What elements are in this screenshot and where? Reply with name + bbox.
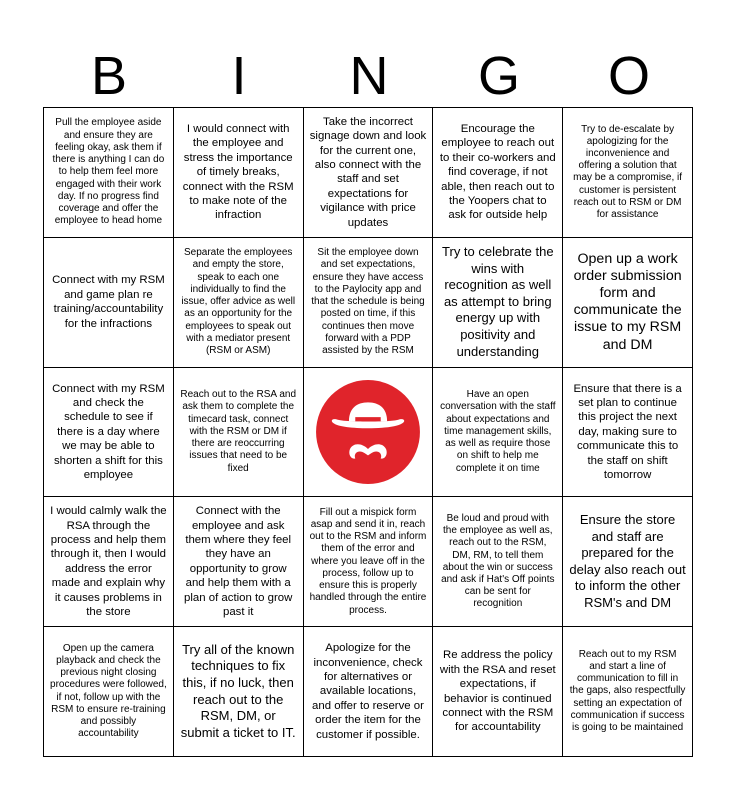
cell-text: Be loud and proud with the employee as well as, reach out to the RSM, DM, RM, to tell them about the win or success and ask if Hat's Off points can be sent for recognition (441, 512, 555, 610)
bingo-cell[interactable] (304, 627, 434, 757)
cell-text: Apologize for the inconvenience, check for alternatives or available locations, and offer to reserve or order the item for the customer if possible. (312, 642, 424, 741)
cell-text: Ensure the store and staff are prepared for the delay also reach out to inform the other RSM's and DM (569, 512, 686, 610)
cell-text: Take the incorrect signage down and look for the current one, also connect with the staff and set expectations for vigilance with price updates (309, 115, 427, 229)
header-letter-n: N (349, 46, 389, 106)
bingo-cell[interactable] (304, 108, 434, 238)
bingo-header (44, 48, 694, 104)
cell-text: Re address the policy with the RSA and reset expectations, if behavior is continued connect with the RSM for accountability (439, 649, 556, 734)
header-letter-o: O (607, 46, 650, 106)
cell-text: Fill out a mispick form asap and send it in, reach out to the RSM and inform them of the error and where you leave off in the process, follow up to ensure this is properly handled through the entire process. (309, 506, 427, 616)
bingo-cell[interactable] (44, 368, 174, 498)
cell-text: Open up the camera playback and check the previous night closing procedures were followed, if not, follow up with the RSM to ensure re-training and possibly accountability (50, 642, 167, 740)
cell-text: Separate the employees and empty the store, speak to each one individually to find the issue, offer advice as well as an opportunity for the employees to speak out with a mediator present (RSM or ASM) (181, 247, 296, 356)
bingo-cell[interactable] (563, 108, 693, 238)
cell-text: Try all of the known techniques to fix this, if no luck, then reach out to the RSM, DM, or submit a ticket to IT. (180, 641, 296, 740)
bingo-cell[interactable] (174, 108, 304, 238)
header-letter-i: I (231, 46, 247, 106)
cell-text: Connect with the employee and ask them where they feel they have an opportunity to grow and help them with a plan of action to grow past it (184, 505, 293, 618)
header-letter-g: G (477, 46, 520, 106)
bingo-cell[interactable] (174, 238, 304, 368)
cell-text: I would connect with the employee and stress the importance of timely breaks, connect with the RSM to make note of the infraction (182, 122, 294, 222)
bingo-cell[interactable] (174, 368, 304, 498)
cell-text: Encourage the employee to reach out to their co-workers and find coverage, if not able, then reach out to the Yoopers chat to ask for outside help (439, 122, 556, 222)
cell-text: Reach out to the RSA and ask them to complete the timecard task, connect with the RSM or DM if there are reoccurring issues that need to be fixed (180, 389, 297, 474)
bingo-cell[interactable] (44, 497, 174, 627)
cell-text: Reach out to my RSM and start a line of communication to fill in the gaps, also respectfully setting an expectation of communication if success is going to be maintained (569, 648, 686, 734)
cell-text: Ensure that there is a set plan to continue this project the next day, making sure to communicate this to the staff on shift tomorrow (573, 382, 682, 481)
cell-text: Try to de-escalate by apologizing for the inconvenience and offering a solution that may be a compromise, if customer is persistent reach out to RSM or DM for assistance (573, 123, 683, 220)
bingo-cell[interactable] (433, 497, 563, 627)
cell-text: I would calmly walk the RSA through the process and help them through it, then I would address the error made and explain why it causes problems in the store (50, 505, 167, 618)
bingo-cell[interactable] (433, 627, 563, 757)
cell-text: Connect with my RSM and check the schedule to see if there is a day where we may be able to shorten a shift for this employee (52, 382, 165, 481)
bingo-cell[interactable] (174, 497, 304, 627)
bingo-cell[interactable] (563, 497, 693, 627)
cell-text: Try to celebrate the wins with recognition as well as attempt to bring energy up with positivity and understanding (442, 244, 554, 359)
bingo-cell[interactable] (433, 238, 563, 368)
cowboy-hat-mustache-logo-icon (315, 379, 421, 485)
cell-text: Pull the employee aside and ensure they are feeling okay, ask them if there is anything I can do to help them feel more engaged with their work day. If no progress find coverage and offer the employee to head home (52, 117, 165, 227)
bingo-cell[interactable] (44, 627, 174, 757)
bingo-cell[interactable] (44, 108, 174, 238)
bingo-cell[interactable] (433, 368, 563, 498)
bingo-cell[interactable] (304, 238, 434, 368)
bingo-cell[interactable] (563, 627, 693, 757)
bingo-cell[interactable] (433, 108, 563, 238)
bingo-cell[interactable] (304, 497, 434, 627)
cell-text: Have an open conversation with the staff about expectations and time management skills, as well as require those on shift to help me complete it on time (440, 389, 556, 474)
header-letter-b: B (90, 46, 128, 106)
bingo-cell[interactable] (563, 368, 693, 498)
bingo-cell[interactable] (174, 627, 304, 757)
free-space-cell[interactable] (304, 368, 434, 498)
cell-text: Sit the employee down and set expectations, ensure they have access to the Paylocity app and that the schedule is being posted on time, if this continues then move forward with a PDP assisted by the RSM (311, 247, 425, 356)
bingo-cell[interactable] (44, 238, 174, 368)
bingo-cell[interactable] (563, 238, 693, 368)
cell-text: Connect with my RSM and game plan re training/accountability for the infractions (52, 274, 165, 330)
cell-text: Open up a work order submission form and communicate the issue to my RSM and DM (573, 250, 682, 353)
bingo-board (43, 107, 693, 757)
